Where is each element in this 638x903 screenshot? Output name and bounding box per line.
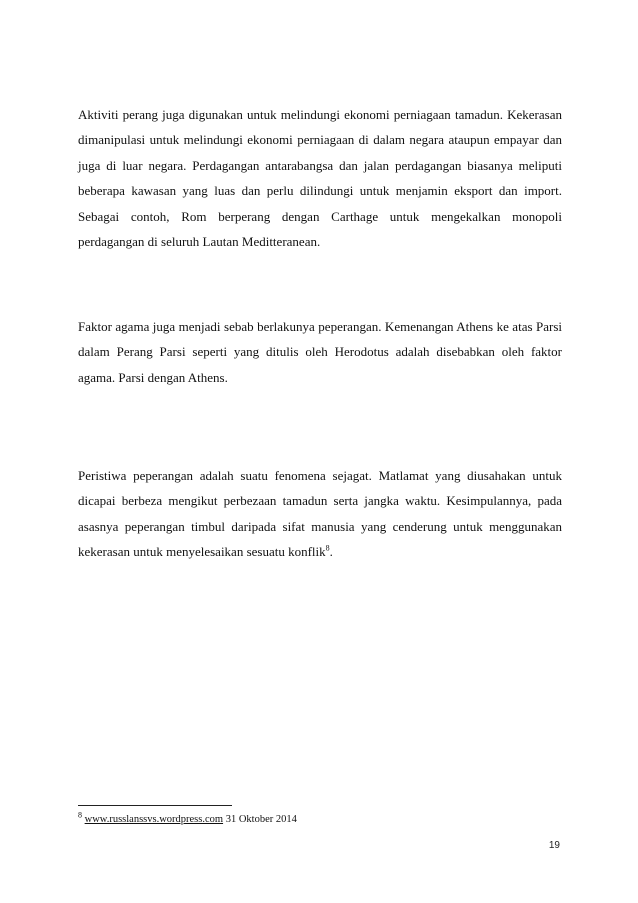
footnote-separator <box>78 805 232 806</box>
paragraph-war-economy: Aktiviti perang juga digunakan untuk melindungi ekonomi perniagaan tamadun. Kekerasan dimanipulasi untuk melindungi ekonomi perniagaan di dalam negara ataupun empayar dan juga di luar negara. Perdagangan antarabangsa dan jalan perdagangan biasanya meliputi beberapa kawasan yang luas dan perlu dilindungi untuk menjamin eksport dan import. Sebagai contoh, Rom berperang dengan Carthage untuk mengekalkan monopoli perdagangan di seluruh Lautan Meditteranean. <box>78 107 562 250</box>
footnote-reference[interactable]: 8 <box>325 543 330 553</box>
conclusion-text: Peristiwa peperangan adalah suatu fenomena sejagat. Matlamat yang diusahakan untuk dicapai berbeza mengikut perbezaan tamadun serta jangka waktu. Kesimpulannya, pada asasnya peperangan timbul daripada sifat manusia yang cenderung untuk menggunakan kekerasan untuk menyelesaikan sesuatu konflik <box>78 468 562 560</box>
footnote-date: 31 Oktober 2014 <box>223 814 297 825</box>
footnote-number: 8 <box>78 810 82 820</box>
conclusion-period: . <box>329 544 333 560</box>
paragraph-conclusion <box>78 463 562 565</box>
paragraph-religion-factor: Faktor agama juga menjadi sebab berlakunya peperangan. Kemenangan Athens ke atas Parsi dalam Perang Parsi seperti yang ditulis oleh Herodotus adalah disebabkan oleh faktor agama. Parsi dengan Athens. <box>78 319 562 385</box>
footnote <box>78 810 297 827</box>
footnote-link[interactable]: www.russlanssvs.wordpress.com <box>84 814 224 825</box>
page-number: 19 <box>548 840 560 851</box>
